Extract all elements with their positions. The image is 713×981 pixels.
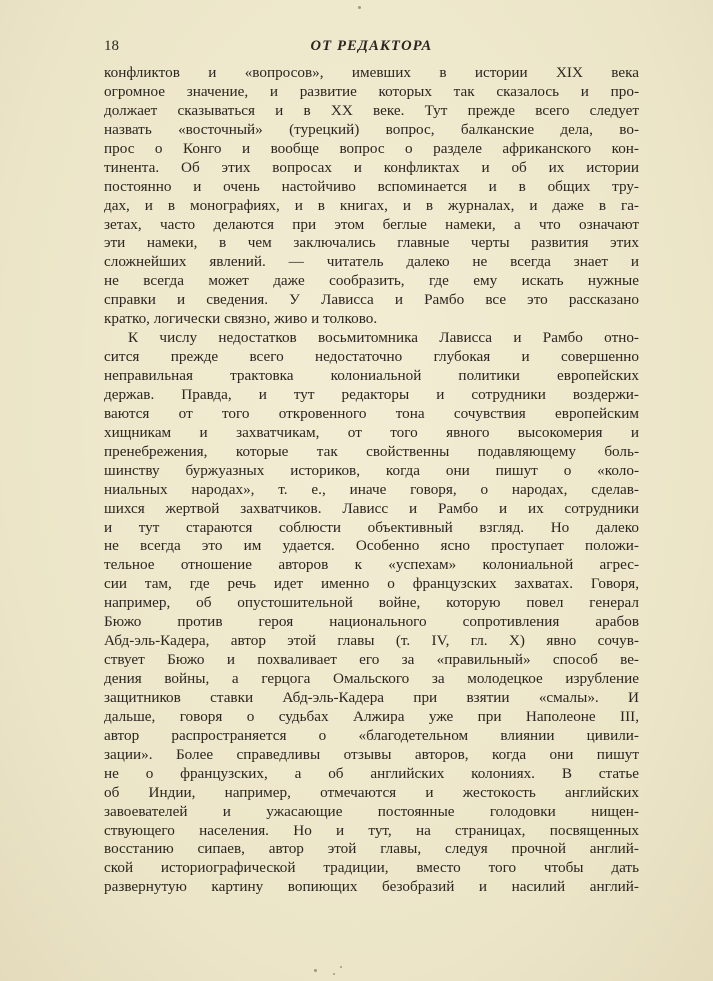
text-line: Бюжо против героя национального сопротивления арабов [104, 613, 639, 631]
running-title: ОТ РЕДАКТОРА [310, 38, 433, 54]
text-line: кратко, логически связно, живо и толково. [104, 310, 378, 328]
text-line: шинству буржуазных историков, когда они пишут о «коло- [104, 461, 639, 479]
text-line: огромное значение, и развитие которых так сказалось и про- [104, 82, 639, 100]
text-line: восстанию сипаев, автор этой главы, следуя прочной англий- [104, 840, 639, 858]
text-line: и тут стараются соблюсти объективный взгляд. Но далеко [104, 518, 639, 536]
text-line: дах, и в монографиях, и в книгах, и в журналах, и даже в га- [104, 196, 639, 214]
text-line: прос о Конго и вообще вопрос о разделе африканского кон- [104, 139, 639, 157]
text-line: тельное отношение авторов к «успехам» колониальной агрес- [104, 556, 639, 574]
text-line: ствует Бюжо и похваливает его за «правильный» способ ве- [104, 651, 639, 669]
body-text [104, 64, 639, 897]
text-line: не всегда может даже сообразить, где ему искать нужные [104, 272, 639, 290]
text-line: развернутую картину вопиющих безобразий и насилий англий- [104, 878, 639, 896]
paper-speck [333, 973, 335, 975]
paper-speck [340, 966, 342, 968]
text-line: хищникам и захватчикам, от того явного высокомерия и [104, 423, 639, 441]
page-header [104, 38, 639, 60]
text-line: зации». Более справедливы отзывы авторов, когда они пишут [104, 745, 639, 763]
text-line: шихся жертвой захватчиков. Лависс и Рамбо и их сотрудники [104, 499, 639, 517]
page-number: 18 [104, 38, 119, 54]
text-line: не о французских, а об английских колониях. В статье [104, 764, 639, 782]
text-line: неправильная трактовка колониальной политики европейских [104, 367, 639, 384]
text-line: постоянно и очень настойчиво вспоминается и в общих тру- [104, 177, 639, 195]
text-line: Абд-эль-Кадера, автор этой главы (т. IV, гл. X) явно сочув- [104, 632, 639, 650]
text-line: конфликтов и «вопросов», имевших в истории XIX века [104, 64, 639, 81]
text-line: назвать «восточный» (турецкий) вопрос, балканские дела, во- [104, 120, 639, 138]
text-line: ствующего населения. Но и тут, на страницах, посвященных [104, 821, 639, 839]
text-line: ваются от того откровенного тона сочувствия европейским [104, 404, 639, 422]
text-line: об Индии, например, отмечаются и жестокость английских [104, 783, 639, 801]
text-line: дения войны, а герцога Омальского за молодецкое изрубление [104, 670, 639, 687]
text-line: например, об опустошительной войне, которую повел генерал [104, 594, 639, 612]
text-line: завоевателей и ужасающие постоянные голодовки нищен- [104, 802, 639, 820]
text-line: автор распространяется о «благодетельном влиянии цивили- [104, 726, 639, 744]
text-line: защитников ставки Абд-эль-Кадера при взятии «смалы». И [104, 688, 639, 706]
text-line: дальше, говоря о судьбах Алжира уже при Наполеоне III, [104, 707, 639, 725]
text-line: К числу недостатков восьмитомника Лависса и Рамбо отно- [128, 329, 639, 347]
text-line: пренебрежения, которые так свойственны подавляющему боль- [104, 442, 639, 460]
text-line: ской историографической традиции, вместо того чтобы дать [104, 859, 639, 877]
paragraph [104, 329, 639, 897]
text-line: должает сказываться и в XX веке. Тут прежде всего следует [104, 101, 639, 119]
text-line: зетах, часто делаются при этом беглые намеки, а что означают [104, 215, 639, 233]
text-line: сится прежде всего недостаточно глубокая и совершенно [104, 348, 639, 366]
text-line: не всегда это им удается. Особенно ясно проступает положи- [104, 537, 639, 555]
text-line: ниальных народах», т. е., иначе говоря, о народах, сделав- [104, 480, 639, 498]
paper-speck [314, 969, 317, 972]
text-line: тинента. Об этих вопросах и конфликтах и об их истории [104, 158, 639, 176]
text-line: держав. Правда, и тут редакторы и сотрудники воздержи- [104, 385, 639, 403]
paper-speck [358, 6, 361, 9]
text-line: справки и сведения. У Лависса и Рамбо все это рассказано [104, 291, 639, 309]
paragraph [104, 64, 639, 329]
text-line: сложнейших явлений. — читатель далеко не всегда знает и [104, 253, 639, 271]
text-line: сии там, где речь идет именно о французских захватах. Говоря, [104, 575, 639, 593]
text-line: эти намеки, в чем заключались главные черты развития этих [104, 234, 639, 252]
